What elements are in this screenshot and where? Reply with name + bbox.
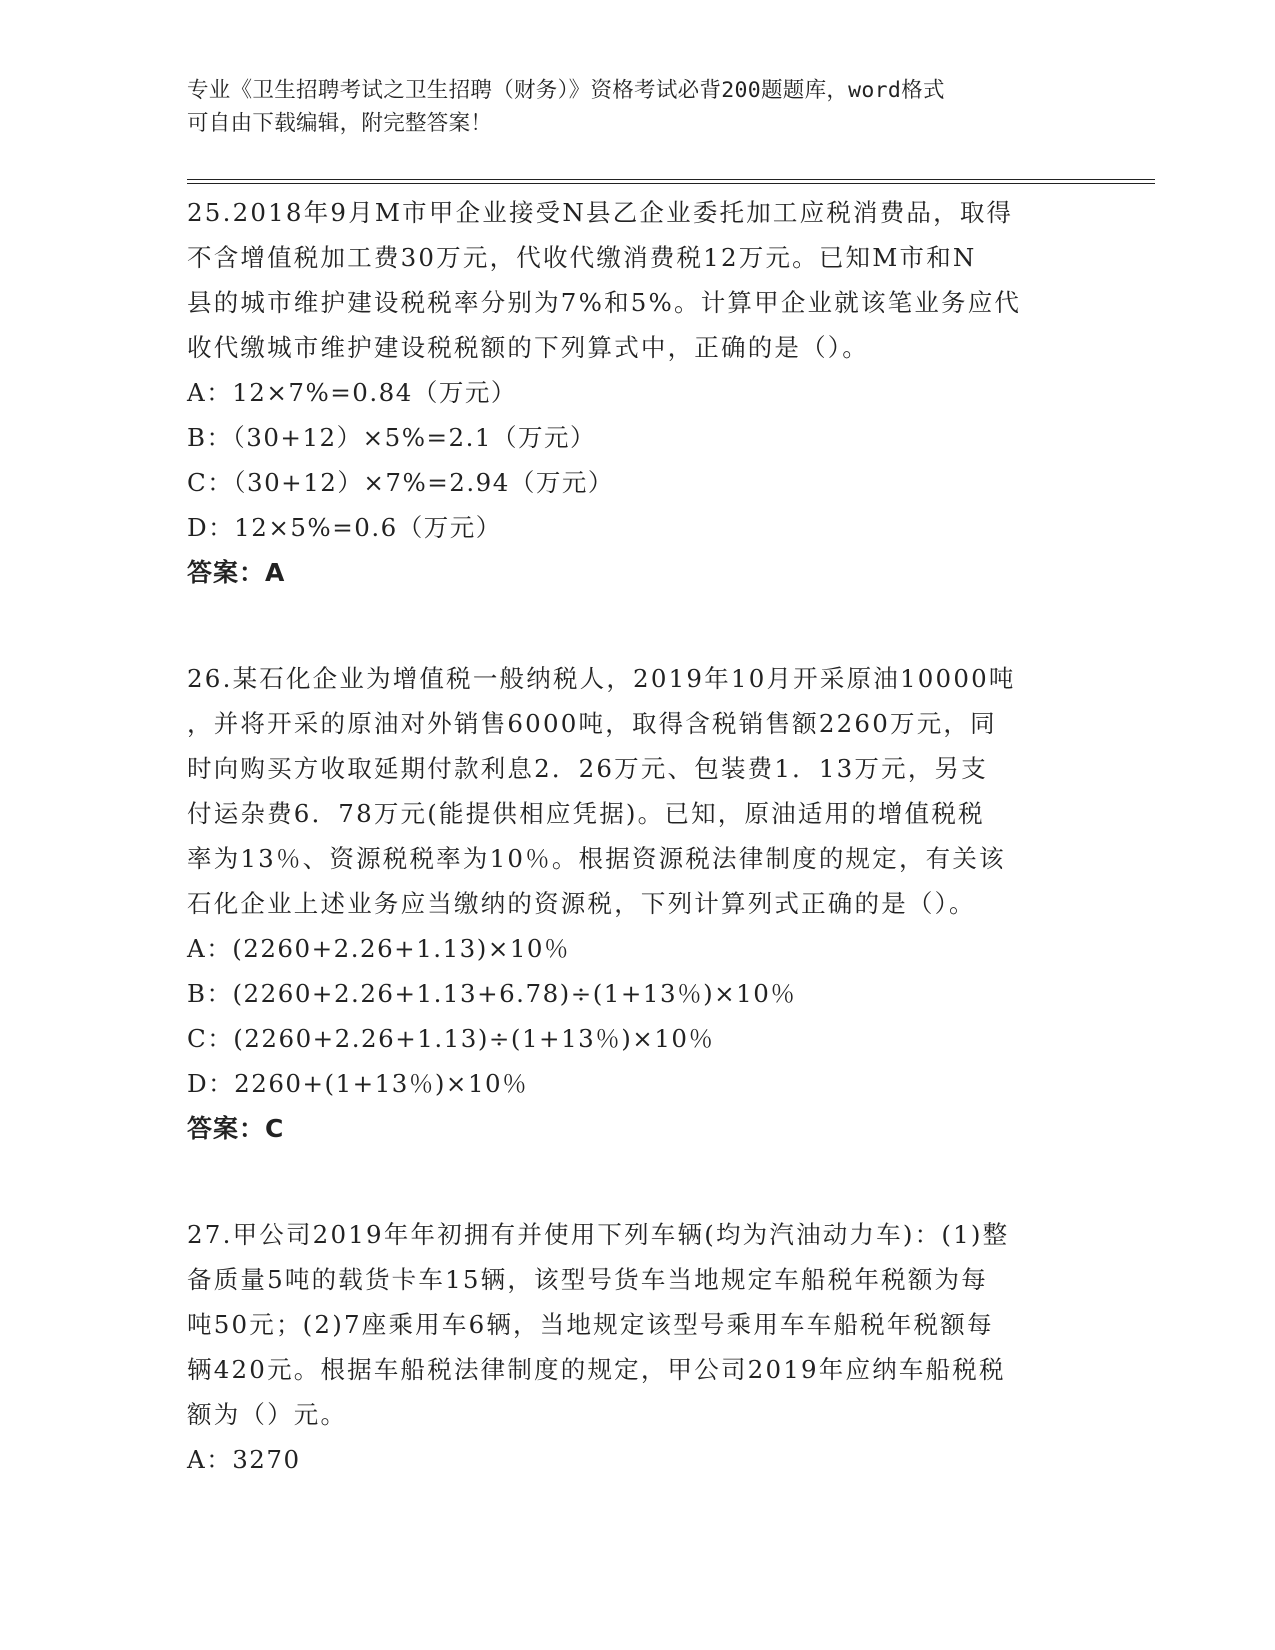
- question-text-line: 时向购买方收取延期付款利息2．26万元、包装费1．13万元，另支: [187, 754, 988, 783]
- question-text-line: 辆420元。根据车船税法律制度的规定，甲公司2019年应纳车船税税: [187, 1355, 1006, 1384]
- question-spacer: [187, 596, 1087, 656]
- header-line-1: 专业《卫生招聘考试之卫生招聘（财务）》资格考试必背200题题库，word格式: [187, 78, 945, 103]
- option-a: A：12×7%=0.84（万元）: [187, 378, 517, 407]
- question-list: [187, 190, 1087, 1482]
- question-text-line: 26.某石化企业为增值税一般纳税人，2019年10月开采原油10000吨: [187, 664, 1016, 693]
- question-spacer: [187, 1152, 1087, 1212]
- question-text-line: 额为（）元。: [187, 1400, 348, 1429]
- answer-label: 答案：C: [187, 1114, 285, 1143]
- question-text-line: 25.2018年9月M市甲企业接受N县乙企业委托加工应税消费品，取得: [187, 198, 1014, 227]
- option-c: C：（30+12）×7%=2.94（万元）: [187, 468, 614, 497]
- question-text-line: 收代缴城市维护建设税税额的下列算式中，正确的是（）。: [187, 333, 869, 362]
- question-text-line: 27.甲公司2019年年初拥有并使用下列车辆(均为汽油动力车)：(1)整: [187, 1220, 1010, 1249]
- option-b: B：（30+12）×5%=2.1（万元）: [187, 423, 597, 452]
- question-text-line: 吨50元；(2)7座乘用车6辆，当地规定该型号乘用车车船税年税额每: [187, 1310, 994, 1339]
- option-a: A：(2260+2.26+1.13)×10％: [187, 934, 571, 963]
- option-d: D：12×5%=0.6（万元）: [187, 513, 502, 542]
- question-text-line: 率为13％、资源税税率为10％。根据资源税法律制度的规定，有关该: [187, 844, 1006, 873]
- question-text-line: 不含增值税加工费30万元，代收代缴消费税12万元。已知M市和N: [187, 243, 977, 272]
- option-c: C：(2260+2.26+1.13)÷(1+13％)×10％: [187, 1024, 715, 1053]
- question-text-line: 石化企业上述业务应当缴纳的资源税，下列计算列式正确的是（）。: [187, 889, 976, 918]
- document-header: [187, 74, 1067, 140]
- option-d: D：2260+(1+13％)×10％: [187, 1069, 529, 1098]
- header-divider-bottom: [187, 183, 1155, 184]
- question-text-line: 付运杂费6．78万元(能提供相应凭据)。已知，原油适用的增值税税: [187, 799, 985, 828]
- header-divider-top: [187, 179, 1155, 180]
- question-text-line: 备质量5吨的载货卡车15辆，该型号货车当地规定车船税年税额为每: [187, 1265, 988, 1294]
- answer-label: 答案：A: [187, 558, 286, 587]
- option-b: B：(2260+2.26+1.13+6.78)÷(1+13％)×10％: [187, 979, 797, 1008]
- question-text-line: 县的城市维护建设税税率分别为7%和5%。计算甲企业就该笔业务应代: [187, 288, 1022, 317]
- question-text-line: ，并将开采的原油对外销售6000吨，取得含税销售额2260万元，同: [187, 709, 997, 738]
- question-27: [187, 1212, 1087, 1482]
- question-26: [187, 656, 1087, 1152]
- option-a: A：3270: [187, 1445, 301, 1474]
- header-line-2: 可自由下载编辑，附完整答案！: [187, 111, 493, 136]
- question-25: [187, 190, 1087, 596]
